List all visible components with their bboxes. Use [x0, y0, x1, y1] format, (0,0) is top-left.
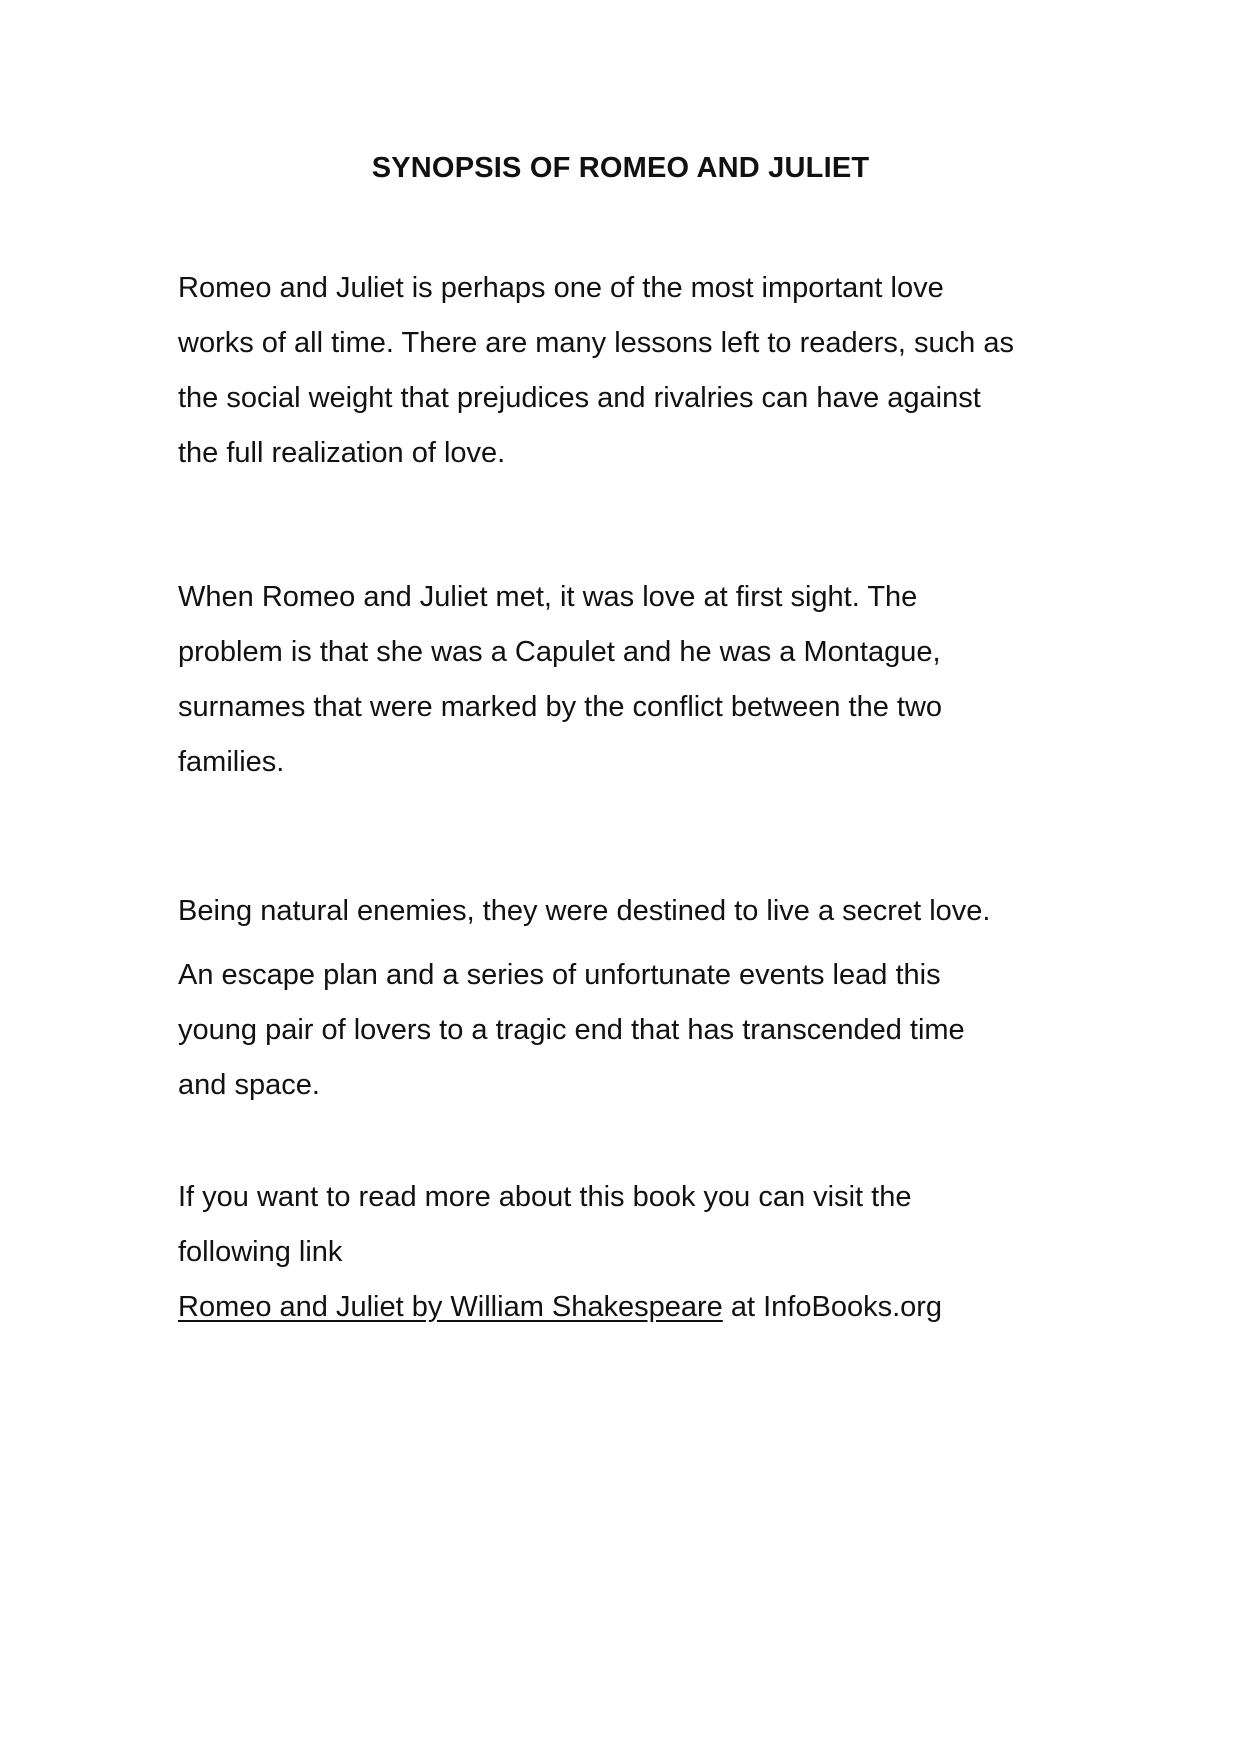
- text-line: the social weight that prejudices and rivalries can have against: [178, 382, 981, 414]
- text-line: families.: [178, 746, 285, 778]
- paragraph-enemies: [178, 884, 1078, 939]
- text-line: works of all time. There are many lessons left to readers, such as: [178, 327, 1014, 359]
- paragraph-intro: [178, 261, 1078, 481]
- text-line: An escape plan and a series of unfortunate events lead this: [178, 959, 941, 991]
- text-line: Romeo and Juliet is perhaps one of the most important love: [178, 272, 944, 304]
- text-line: Being natural enemies, they were destined to live a secret love.: [178, 895, 991, 927]
- book-link[interactable]: Romeo and Juliet by William Shakespeare: [178, 1291, 723, 1323]
- text-line: problem is that she was a Capulet and he was a Montague,: [178, 636, 941, 668]
- paragraph-meeting: [178, 570, 1078, 790]
- text-line: When Romeo and Juliet met, it was love at first sight. The: [178, 581, 918, 613]
- text-line: and space.: [178, 1069, 320, 1101]
- text-line: the full realization of love.: [178, 437, 506, 469]
- link-line: [178, 1280, 942, 1335]
- text-line: following link: [178, 1236, 343, 1268]
- document-title: SYNOPSIS OF ROMEO AND JULIET: [371, 152, 870, 184]
- paragraph-read-more: [178, 1170, 1078, 1280]
- text-line: surnames that were marked by the conflict between the two: [178, 691, 943, 723]
- text-line: If you want to read more about this book you can visit the: [178, 1181, 912, 1213]
- text-line: young pair of lovers to a tragic end that has transcended time: [178, 1014, 965, 1046]
- link-suffix: at InfoBooks.org: [722, 1291, 943, 1323]
- paragraph-escape: [178, 948, 1078, 1113]
